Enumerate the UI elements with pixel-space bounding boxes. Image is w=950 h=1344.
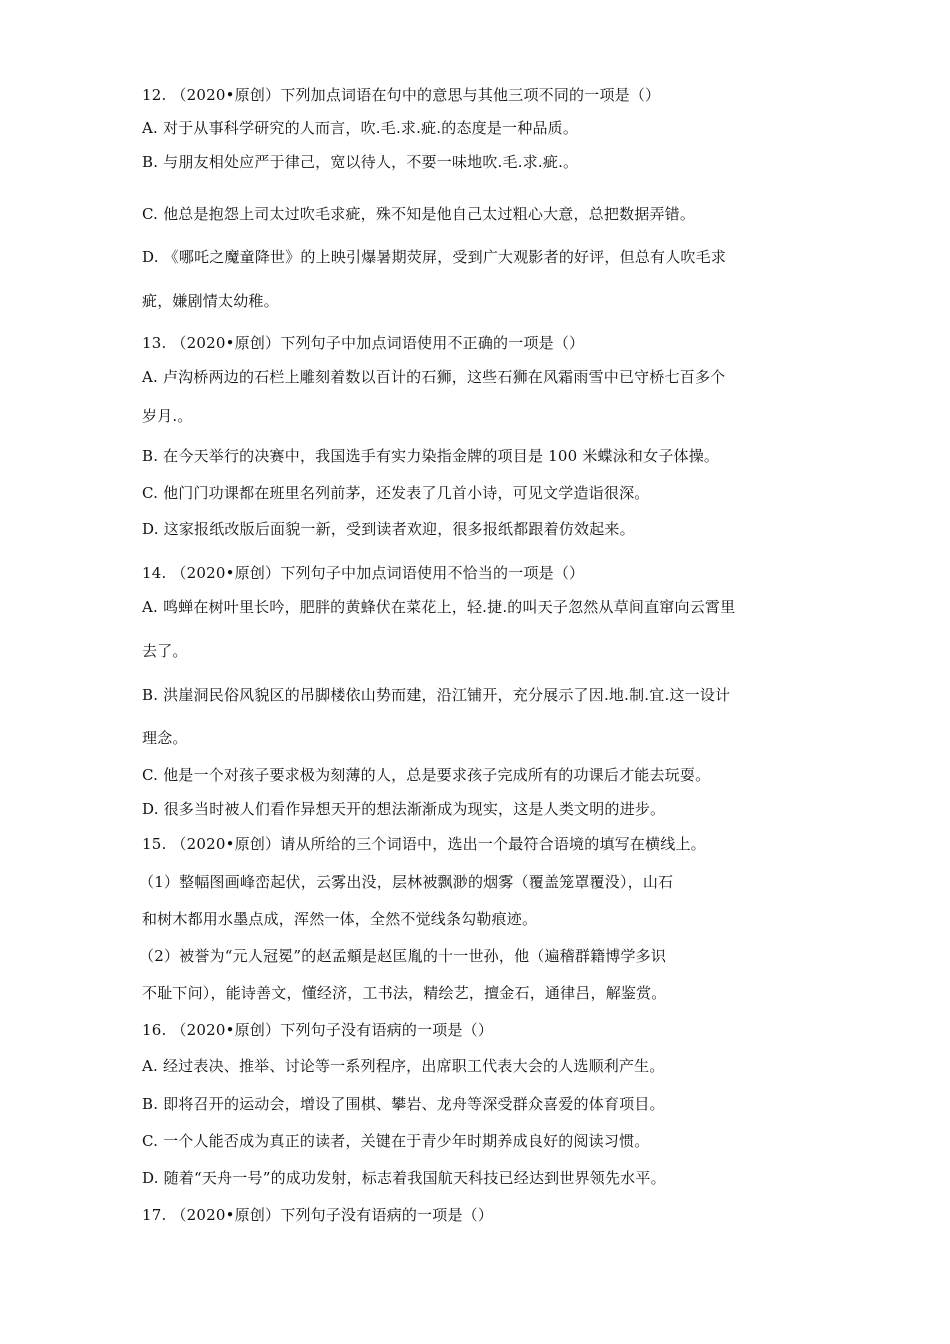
question-12-option-d-continued: 疵，嫌剧情太幼稚。 bbox=[142, 292, 279, 310]
question-16-option-c: C. 一个人能否成为真正的读者，关键在于青少年时期养成良好的阅读习惯。 bbox=[142, 1132, 650, 1150]
question-16-stem: 16. （2020•原创）下列句子没有语病的一项是（） bbox=[142, 1021, 494, 1039]
question-14-option-a-continued: 去了。 bbox=[142, 642, 188, 660]
question-13-option-b: B. 在今天举行的决赛中，我国选手有实力染指金牌的项目是 100 米蝶泳和女子体操。 bbox=[142, 447, 720, 465]
question-13-option-c: C. 他门门功课都在班里名列前茅，还发表了几首小诗，可见文学造诣很深。 bbox=[142, 484, 650, 502]
question-16-option-b: B. 即将召开的运动会，增设了围棋、攀岩、龙舟等深受群众喜爱的体育项目。 bbox=[142, 1095, 665, 1113]
question-14-option-b-continued: 理念。 bbox=[142, 729, 188, 747]
question-13-option-a-continued: 岁月.。 bbox=[142, 407, 193, 425]
question-15-part-1-continued: 和树木都用水墨点成，浑然一体，全然不觉线条勾勒痕迹。 bbox=[142, 910, 538, 928]
question-15-part-1: （1）整幅图画峰峦起伏，云雾出没，层林被飘渺的烟雾（覆盖笼罩覆没），山石 bbox=[139, 873, 674, 891]
question-13-stem: 13. （2020•原创）下列句子中加点词语使用不正确的一项是（） bbox=[142, 334, 585, 352]
question-15-part-2-continued: 不耻下问），能诗善文，懂经济，工书法，精绘艺，擅金石，通律吕，解鉴赏。 bbox=[142, 984, 667, 1002]
question-12-option-d: D. 《哪吒之魔童降世》的上映引爆暑期荧屏，受到广大观影者的好评，但总有人吹毛求 bbox=[142, 248, 727, 266]
question-14-option-a: A. 鸣蝉在树叶里长吟，肥胖的黄蜂伏在菜花上，轻.捷.的叫天子忽然从草间直窜向云霄里 bbox=[142, 598, 736, 616]
question-15-part-2: （2）被誉为“元人冠冕”的赵孟頫是赵匡胤的十一世孙，他（遍稽群籍博学多识 bbox=[139, 947, 667, 965]
question-13-option-d: D. 这家报纸改版后面貌一新，受到读者欢迎，很多报纸都跟着仿效起来。 bbox=[142, 520, 635, 538]
question-12-option-c: C. 他总是抱怨上司太过吹毛求疵，殊不知是他自己太过粗心大意，总把数据弄错。 bbox=[142, 205, 696, 223]
question-16-option-a: A. 经过表决、推举、讨论等一系列程序，出席职工代表大会的人选顺利产生。 bbox=[142, 1057, 665, 1075]
question-16-option-d: D. 随着“天舟一号”的成功发射，标志着我国航天科技已经达到世界领先水平。 bbox=[142, 1169, 666, 1187]
question-17-stem: 17. （2020•原创）下列句子没有语病的一项是（） bbox=[142, 1206, 494, 1224]
question-12-stem: 12. （2020•原创）下列加点词语在句中的意思与其他三项不同的一项是（） bbox=[142, 86, 661, 104]
question-12-option-a: A. 对于从事科学研究的人而言，吹.毛.求.疵.的态度是一种品质。 bbox=[142, 119, 579, 137]
question-12-option-b: B. 与朋友相处应严于律己，宽以待人，不要一味地吹.毛.求.疵.。 bbox=[142, 153, 579, 171]
question-14-option-c: C. 他是一个对孩子要求极为刻薄的人，总是要求孩子完成所有的功课后才能去玩耍。 bbox=[142, 766, 711, 784]
question-13-option-a: A. 卢沟桥两边的石栏上雕刻着数以百计的石狮，这些石狮在风霜雨雪中已守桥七百多个 bbox=[142, 368, 726, 386]
question-15-stem: 15. （2020•原创）请从所给的三个词语中，选出一个最符合语境的填写在横线上。 bbox=[142, 835, 706, 853]
question-14-option-b: B. 洪崖洞民俗风貌区的吊脚楼依山势而建，沿江铺开，充分展示了因.地.制.宜.这一设计 bbox=[142, 686, 731, 704]
question-14-option-d: D. 很多当时被人们看作异想天开的想法渐渐成为现实，这是人类文明的进步。 bbox=[142, 800, 666, 818]
question-14-stem: 14. （2020•原创）下列句子中加点词语使用不恰当的一项是（） bbox=[142, 564, 585, 582]
